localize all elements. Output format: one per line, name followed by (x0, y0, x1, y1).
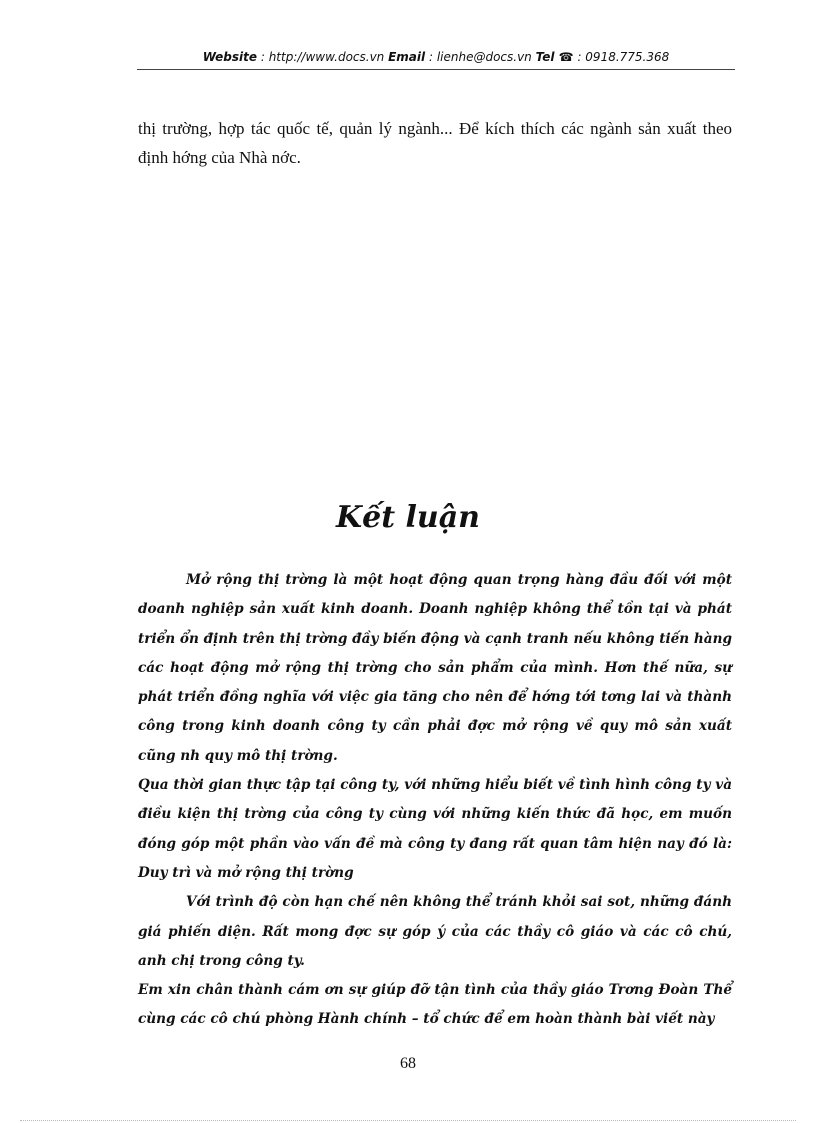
email-label: Email (388, 50, 426, 64)
website-label: Website (202, 50, 258, 64)
section-heading: Kết luận (336, 500, 480, 535)
conclusion-paragraph-4: Em xin chân thành cám ơn sự giúp đỡ tận tình của thầy giáo Trơng Đoàn Thể cùng các cô chú phòng Hành chính – tổ chức để em hoàn thành bài viết này (138, 982, 732, 1028)
page-bottom-border (20, 1120, 796, 1121)
website-url: : http://www.docs.vn (257, 50, 389, 64)
body-paragraph-block (138, 114, 732, 172)
tel-label: Tel ☎ (535, 50, 574, 64)
tel-number: : 0918.775.368 (573, 50, 670, 64)
conclusion-section (138, 566, 732, 1035)
page-number: 68 (400, 1055, 416, 1072)
page-header (137, 50, 735, 64)
header-divider (137, 69, 735, 70)
body-paragraph: thị trường, hợp tác quốc tế, quản lý ngành... Để kích thích các ngành sản xuất theo định hớng của Nhà nớc. (138, 119, 732, 167)
email-address: : lienhe@docs.vn (425, 50, 536, 64)
conclusion-paragraph-1: Mở rộng thị trờng là một hoạt động quan trọng hàng đầu đối với một doanh nghiệp sản xuất kinh doanh. Doanh nghiệp không thể tồn tại và phát triển ổn định trên thị trờng đầy biến động và cạnh tranh nếu không tiến hàng các hoạt động mở rộng thị trờng cho sản phẩm của mình. Hơn thế nữa, sự phát triển đồng nghĩa với việc gia tăng cho nên để hớng tới tơng lai và thành công trong kinh doanh công ty cần phải đợc mở rộng về quy mô sản xuất cũng nh quy mô thị trờng. (138, 572, 732, 764)
conclusion-paragraph-2: Qua thời gian thực tập tại công ty, với những hiểu biết về tình hình công ty và điều kiện thị trờng của công ty cùng với những kiến thức đã học, em muốn đóng góp một phần vào vấn đề mà công ty đang rất quan tâm hiện nay đó là: Duy trì và mở rộng thị trờng (138, 777, 732, 881)
conclusion-paragraph-3: Với trình độ còn hạn chế nên không thể tránh khỏi sai sot, những đánh giá phiến diện. Rất mong đợc sự góp ý của các thầy cô giáo và các cô chú, anh chị trong công ty. (138, 894, 732, 969)
